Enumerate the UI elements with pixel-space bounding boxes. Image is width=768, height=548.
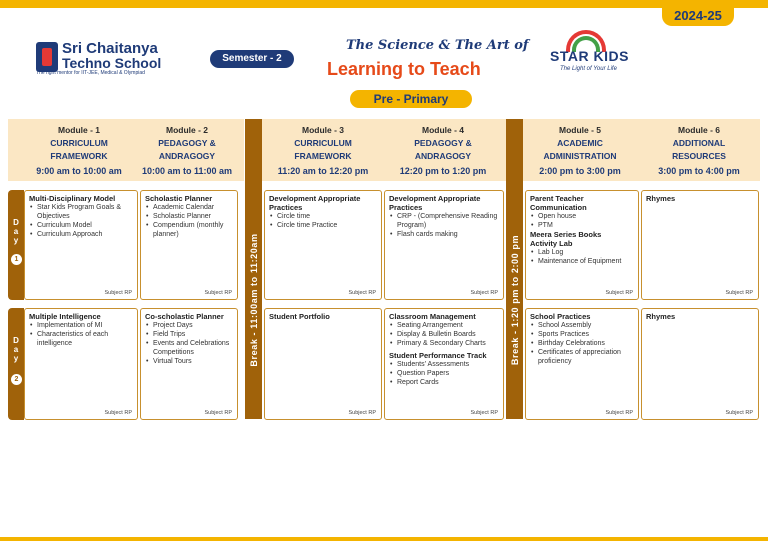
list-item: • Field Trips bbox=[145, 330, 233, 339]
cell-subtitle: Student Performance Track bbox=[389, 351, 487, 360]
list-item: • Maintenance of Equipment bbox=[530, 257, 634, 266]
list-item: • Seating Arrangement bbox=[389, 321, 499, 330]
day1-module5-cell bbox=[525, 190, 639, 300]
subject-rp-label: Subject RP bbox=[104, 410, 132, 416]
list-item: • Lab Log bbox=[530, 248, 634, 257]
list-item: • Sports Practices bbox=[530, 330, 634, 339]
cell-title: Development Appropriate Practices bbox=[389, 194, 481, 212]
list-item: • Compendium (monthly planner) bbox=[145, 221, 233, 239]
list-item: • Curriculum Model bbox=[29, 221, 133, 230]
day-2-tab bbox=[8, 308, 24, 420]
module-5-header: Module - 5 ACADEMIC ADMINISTRATION 2:00 pm to 3:00 pm bbox=[539, 125, 621, 176]
bottom-rule bbox=[0, 537, 768, 541]
list-item: • Open house bbox=[530, 212, 634, 221]
cell-title: Rhymes bbox=[646, 194, 676, 203]
cell-title: Rhymes bbox=[646, 312, 676, 321]
subject-rp-label: Subject RP bbox=[348, 410, 376, 416]
module-1-header: Module - 1 CURRICULUM FRAMEWORK 9:00 am to 10:00 am bbox=[36, 125, 122, 176]
subject-rp-label: Subject RP bbox=[725, 290, 753, 296]
module-6-header: Module - 6 ADDITIONAL RESOURCES 3:00 pm to 4:00 pm bbox=[658, 125, 740, 176]
day2-module2-cell bbox=[140, 308, 238, 420]
day-1-number: 1 bbox=[11, 254, 22, 265]
semester-badge: Semester - 2 bbox=[210, 50, 294, 68]
cell-title: Multiple Intelligence bbox=[29, 312, 101, 321]
list-item: • Flash cards making bbox=[389, 230, 499, 239]
day1-module4-cell bbox=[384, 190, 504, 300]
brand-line2: Techno School bbox=[62, 55, 162, 71]
star-kids-name: STAR KIDS bbox=[550, 48, 629, 64]
day2-module3-cell bbox=[264, 308, 382, 420]
list-item: • Events and Celebrations Competitions bbox=[145, 339, 233, 357]
day1-module3-cell bbox=[264, 190, 382, 300]
module-3-header: Module - 3 CURRICULUM FRAMEWORK 11:20 am to 12:20 pm bbox=[277, 125, 369, 176]
school-emblem-icon bbox=[36, 42, 58, 72]
module-4-header: Module - 4 PEDAGOGY & ANDRAGOGY 12:20 pm to 1:20 pm bbox=[399, 125, 487, 176]
brand-line1: Sri Chaitanya bbox=[62, 40, 158, 57]
list-item: • Circle time bbox=[269, 212, 377, 221]
sri-chaitanya-logo bbox=[36, 40, 176, 80]
day1-module6-cell bbox=[641, 190, 759, 300]
list-item: • School Assembly bbox=[530, 321, 634, 330]
subject-rp-label: Subject RP bbox=[104, 290, 132, 296]
subject-rp-label: Subject RP bbox=[204, 290, 232, 296]
list-item: • Scholastic Planner bbox=[145, 212, 233, 221]
cell-subtitle: Meera Series Books bbox=[530, 230, 602, 239]
list-item: • Virtual Tours bbox=[145, 357, 233, 366]
list-item: • Star Kids Program Goals & Objectives bbox=[29, 203, 133, 221]
cell-subtitle: Activity Lab bbox=[530, 239, 573, 248]
year-badge: 2024-25 bbox=[662, 6, 734, 26]
list-item: • Curriculum Approach bbox=[29, 230, 133, 239]
day2-module1-cell bbox=[24, 308, 138, 420]
cell-title: School Practices bbox=[530, 312, 591, 321]
cell-title: Student Portfolio bbox=[269, 312, 330, 321]
list-item: • Display & Bulletin Boards bbox=[389, 330, 499, 339]
day1-module2-cell bbox=[140, 190, 238, 300]
cell-title: Multi-Disciplinary Model bbox=[29, 194, 116, 203]
list-item: • Project Days bbox=[145, 321, 233, 330]
subject-rp-label: Subject RP bbox=[204, 410, 232, 416]
subject-rp-label: Subject RP bbox=[605, 410, 633, 416]
subject-rp-label: Subject RP bbox=[470, 290, 498, 296]
cell-title: Co-scholastic Planner bbox=[145, 312, 224, 321]
break-label-1: Break - 11:00am to 11:20am bbox=[248, 233, 259, 367]
list-item: • Academic Calendar bbox=[145, 203, 233, 212]
brand-tagline: The right mentor for IIT-JEE, Medical & Olympiad bbox=[36, 70, 145, 76]
subject-rp-label: Subject RP bbox=[348, 290, 376, 296]
day2-module5-cell bbox=[525, 308, 639, 420]
cell-title: Parent Teacher Communication bbox=[530, 194, 587, 212]
subject-rp-label: Subject RP bbox=[470, 410, 498, 416]
subject-rp-label: Subject RP bbox=[605, 290, 633, 296]
list-item: • Circle time Practice bbox=[269, 221, 377, 230]
list-item: • Primary & Secondary Charts bbox=[389, 339, 499, 348]
day-1-word: Day bbox=[13, 218, 19, 245]
day2-module4-cell bbox=[384, 308, 504, 420]
level-badge: Pre - Primary bbox=[350, 90, 472, 108]
day-2-word: Day bbox=[13, 336, 19, 363]
list-item: • Certificates of appreciation proficiency bbox=[530, 348, 634, 366]
list-item: • Implementation of MI bbox=[29, 321, 133, 330]
day-1-tab bbox=[8, 190, 24, 300]
day-2-number: 2 bbox=[11, 374, 22, 385]
day1-module1-cell bbox=[24, 190, 138, 300]
tagline-top: The Science & The Art of bbox=[346, 38, 529, 53]
star-kids-logo bbox=[548, 30, 632, 76]
list-item: • CRP - (Comprehensive Reading Program) bbox=[389, 212, 499, 230]
page-title: Learning to Teach bbox=[327, 59, 481, 79]
module-2-header: Module - 2 PEDAGOGY & ANDRAGOGY 10:00 am to 11:00 am bbox=[141, 125, 233, 176]
subject-rp-label: Subject RP bbox=[725, 410, 753, 416]
list-item: • PTM bbox=[530, 221, 634, 230]
list-item: • Students' Assessments bbox=[389, 360, 499, 369]
top-rule bbox=[0, 0, 768, 8]
list-item: • Birthday Celebrations bbox=[530, 339, 634, 348]
list-item: • Characteristics of each intelligence bbox=[29, 330, 133, 348]
list-item: • Report Cards bbox=[389, 378, 499, 387]
cell-title: Scholastic Planner bbox=[145, 194, 213, 203]
cell-title: Classroom Management bbox=[389, 312, 476, 321]
cell-title: Development Appropriate Practices bbox=[269, 194, 361, 212]
star-kids-tagline: The Light of Your Life bbox=[560, 66, 617, 72]
list-item: • Question Papers bbox=[389, 369, 499, 378]
break-label-2: Break - 1:20 pm to 2:00 pm bbox=[509, 234, 520, 366]
day2-module6-cell bbox=[641, 308, 759, 420]
